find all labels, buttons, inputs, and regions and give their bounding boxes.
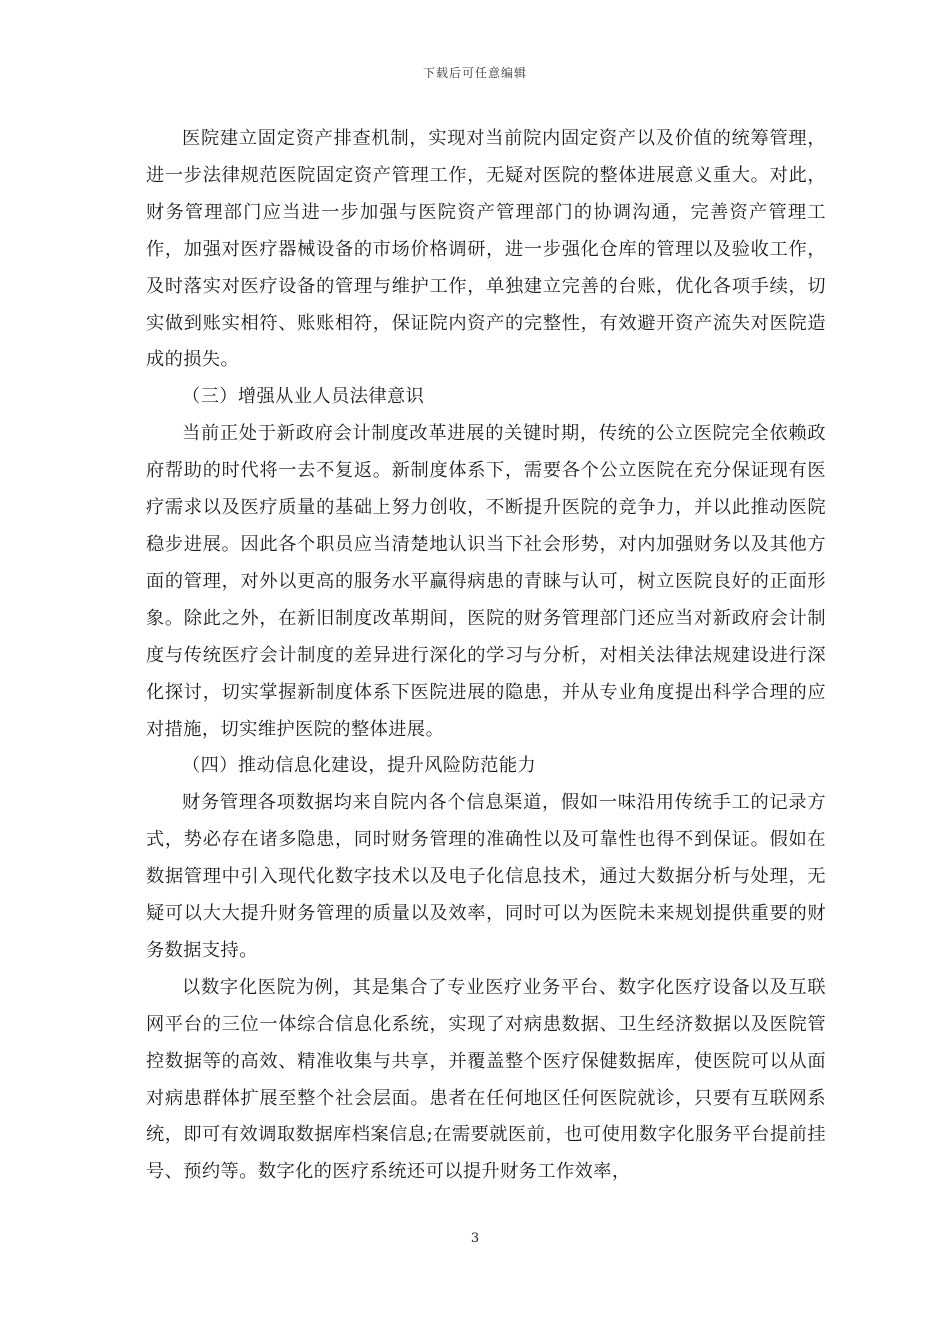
section-heading-4: （四）推动信息化建设，提升风险防范能力	[182, 755, 537, 777]
document-body	[146, 121, 826, 1191]
section-heading-3: （三）增强从业人员法律意识	[182, 386, 425, 408]
paragraph-digital-hospital: 以数字化医院为例，其是集合了专业医疗业务平台、数字化医疗设备以及互联网平台的三位一体综合信息化系统，实现了对病患数据、卫生经济数据以及医院管控数据等的高效、精准收集与共享，并覆盖整个医疗保健数据库，使医院可以从面对病患群体扩展至整个社会层面。患者在任何地区任何医院就诊，只要有互联网系统，即可有效调取数据库档案信息;在需要就医前，也可使用数字化服务平台提前挂号、预约等。数字化的医疗系统还可以提升财务工作效率，	[146, 976, 826, 1183]
paragraph-asset-inspection: 医院建立固定资产排查机制，实现对当前院内固定资产以及价值的统筹管理，进一步法律规范医院固定资产管理工作，无疑对医院的整体进展意义重大。对此，财务管理部门应当进一步加强与医院资产管理部门的协调沟通，完善资产管理工作，加强对医疗器械设备的市场价格调研，进一步强化仓库的管理以及验收工作，及时落实对医疗设备的管理与维护工作，单独建立完善的台账，优化各项手续，切实做到账实相符、账账相符，保证院内资产的完整性，有效避开资产流失对医院造成的损失。	[146, 128, 826, 371]
paragraph-legal-awareness: 当前正处于新政府会计制度改革进展的关键时期，传统的公立医院完全依赖政府帮助的时代将一去不复返。新制度体系下，需要各个公立医院在充分保证现有医疗需求以及医疗质量的基础上努力创收，不断提升医院的竞争力，并以此推动医院稳步进展。因此各个职员应当清楚地认识当下社会形势，对内加强财务以及其他方面的管理，对外以更高的服务水平赢得病患的青睐与认可，树立医院良好的正面形象。除此之外，在新旧制度改革期间，医院的财务管理部门还应当对新政府会计制度与传统医疗会计制度的差异进行深化的学习与分析，对相关法律法规建设进行深化探讨，切实掌握新制度体系下医院进展的隐患，并从专业角度提出科学合理的应对措施，切实维护医院的整体进展。	[146, 423, 826, 740]
page-header: 下载后可任意编辑	[422, 66, 527, 80]
paragraph-data-management: 财务管理各项数据均来自院内各个信息渠道，假如一味沿用传统手工的记录方式，势必存在诸多隐患，同时财务管理的准确性以及可靠性也得不到保证。假如在数据管理中引入现代化数字技术以及电子化信息技术，通过大数据分析与处理，无疑可以大大提升财务管理的质量以及效率，同时可以为医院未来规划提供重要的财务数据支持。	[146, 792, 826, 961]
page-number: 3	[470, 1231, 480, 1246]
